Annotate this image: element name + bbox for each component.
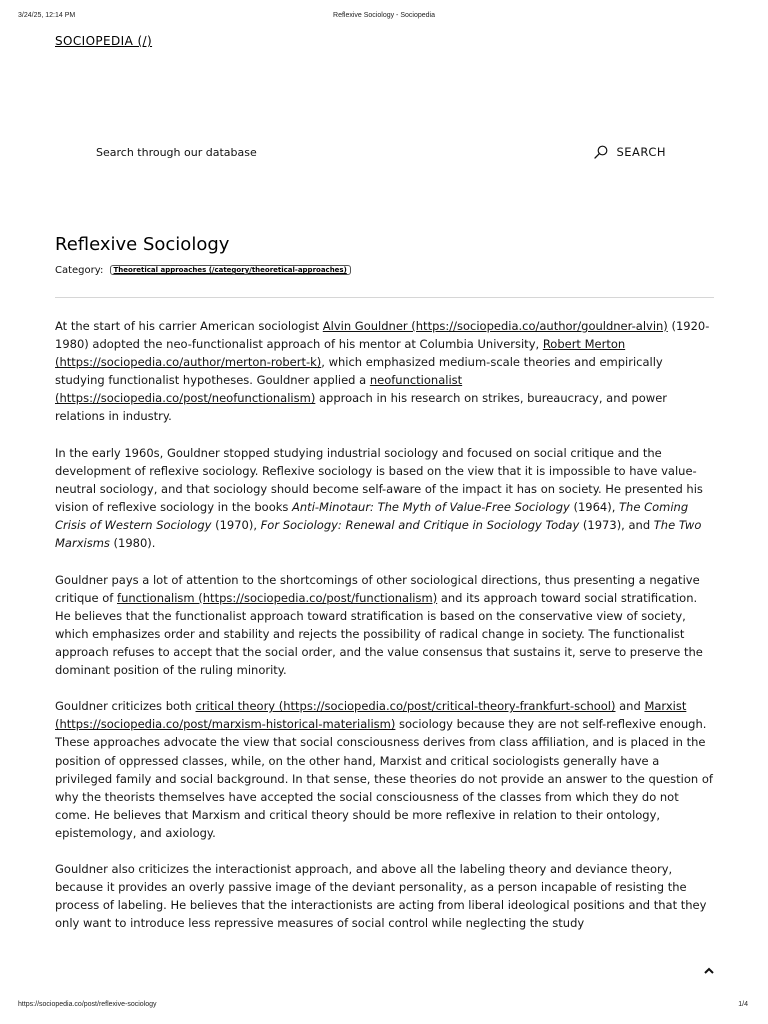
print-url: https://sociopedia.co/post/reflexive-sociology [18,1001,157,1008]
paragraph-text: Gouldner criticizes both [55,699,196,714]
paragraph [55,317,715,426]
back-to-top-button[interactable] [703,961,715,971]
paragraph-text: approach in his research on strikes, bureaucracy, and power relations in industry. [55,391,667,424]
book-title: The Two Marxisms [55,518,702,551]
site-logo-link[interactable]: SOCIOPEDIA (/) [55,34,153,48]
search-input[interactable] [96,146,566,159]
article-body [55,317,715,951]
paragraph-text: sociology because they are not self-reflexive enough. These approaches advocate the view that social consciousness derives from class affiliation, and is placed in the position of oppressed classes, while, on the other hand, Marxist and critical sociologists generally have a privileged family and social background. In that sense, these theories do not provide an answer to the question of why the theorists themselves have accepted the social consciousness of the classes from which they do not come. He believes that Marxism and critical theory should be more reflexive in relation to their ontology, epistemology, and axiology. [55,717,713,840]
search-bar [96,146,666,162]
paragraph-text: (1970), [211,518,261,533]
page-number: 1/4 [738,1001,748,1008]
paragraph-text: (1964), [569,500,620,515]
print-header [0,12,768,22]
paragraph-text: and [615,699,645,714]
paragraph-text: and its approach toward social stratification. He believes that the functionalist approach toward stratification is based on the conservative view of society, which emphasizes order and stability and rejects the possibility of radical change in society. The functionalist approach refuses to accept that the social order, and the value consensus that sustains it, serve to preserve the dominant position of the ruling minority. [55,590,703,677]
paragraph [55,444,715,553]
book-title: The Coming Crisis of Western Sociology [55,500,689,533]
category-row [55,265,351,276]
paragraph-text: (1973), and [579,518,654,533]
paragraph [55,697,715,842]
book-title: Anti-Minotaur: The Myth of Value-Free Sociology [292,500,570,515]
chevron-up-icon [703,966,715,976]
paragraph-text: (1920-1980) adopted the neo-functionalist approach of his mentor at Columbia University, [55,319,710,352]
search-icon [594,145,608,159]
paragraph-text: In the early 1960s, Gouldner stopped studying industrial sociology and focused on social critique and the development of reflexive sociology. Reflexive sociology is based on the view that it is impossible to have value-neutral sociology, and that sociology should become self-aware of the impact it has on society. He presented his vision of reflexive sociology in the books [55,445,703,515]
print-datetime: 3/24/25, 12:14 PM [18,12,76,19]
post-link-marxism[interactable]: Marxist (https://sociopedia.co/post/marxism-historical-materialism) [55,699,687,732]
paragraph-text: (1980). [109,536,156,551]
paragraph-text: At the start of his carrier American sociologist [55,319,323,333]
print-doc-title: Reflexive Sociology - Sociopedia [333,12,435,19]
divider [55,297,714,298]
category-label: Category: [55,265,104,276]
post-link-functionalism[interactable]: functionalism (https://sociopedia.co/post/functionalism) [117,590,438,605]
paragraph-text: , which emphasized medium-scale theories and empirically studying functionalist hypotheses. Gouldner applied a [55,355,663,388]
author-link-merton[interactable]: Robert Merton (https://sociopedia.co/author/merton-robert-k) [55,337,626,370]
author-link-gouldner[interactable]: Alvin Gouldner (https://sociopedia.co/author/gouldner-alvin) [322,319,668,333]
print-footer [0,1001,768,1011]
page-title: Reflexive Sociology [55,234,230,255]
paragraph-text: Gouldner pays a lot of attention to the shortcomings of other sociological directions, thus presenting a negative critique of [55,572,700,605]
category-link[interactable]: Theoretical approaches (/category/theoretical-approaches) [110,265,351,275]
book-title: For Sociology: Renewal and Critique in Sociology Today [260,518,580,533]
paragraph [55,860,715,932]
paragraph-text: Gouldner also criticizes the interactionist approach, and above all the labeling theory and deviance theory, because it provides an overly passive image of the deviant personality, as a person incapable of resisting the process of labeling. He believes that the interactionists are acting from liberal ideological positions and that they only want to introduce less repressive measures of social control while neglecting the study [55,862,707,931]
search-button-label: SEARCH [616,145,666,159]
post-link-critical-theory[interactable]: critical theory (https://sociopedia.co/post/critical-theory-frankfurt-school) [195,699,616,714]
post-link-neofunctionalism[interactable]: neofunctionalist (https://sociopedia.co/post/neofunctionalism) [55,373,463,406]
paragraph [55,571,715,680]
search-button[interactable] [594,145,666,159]
